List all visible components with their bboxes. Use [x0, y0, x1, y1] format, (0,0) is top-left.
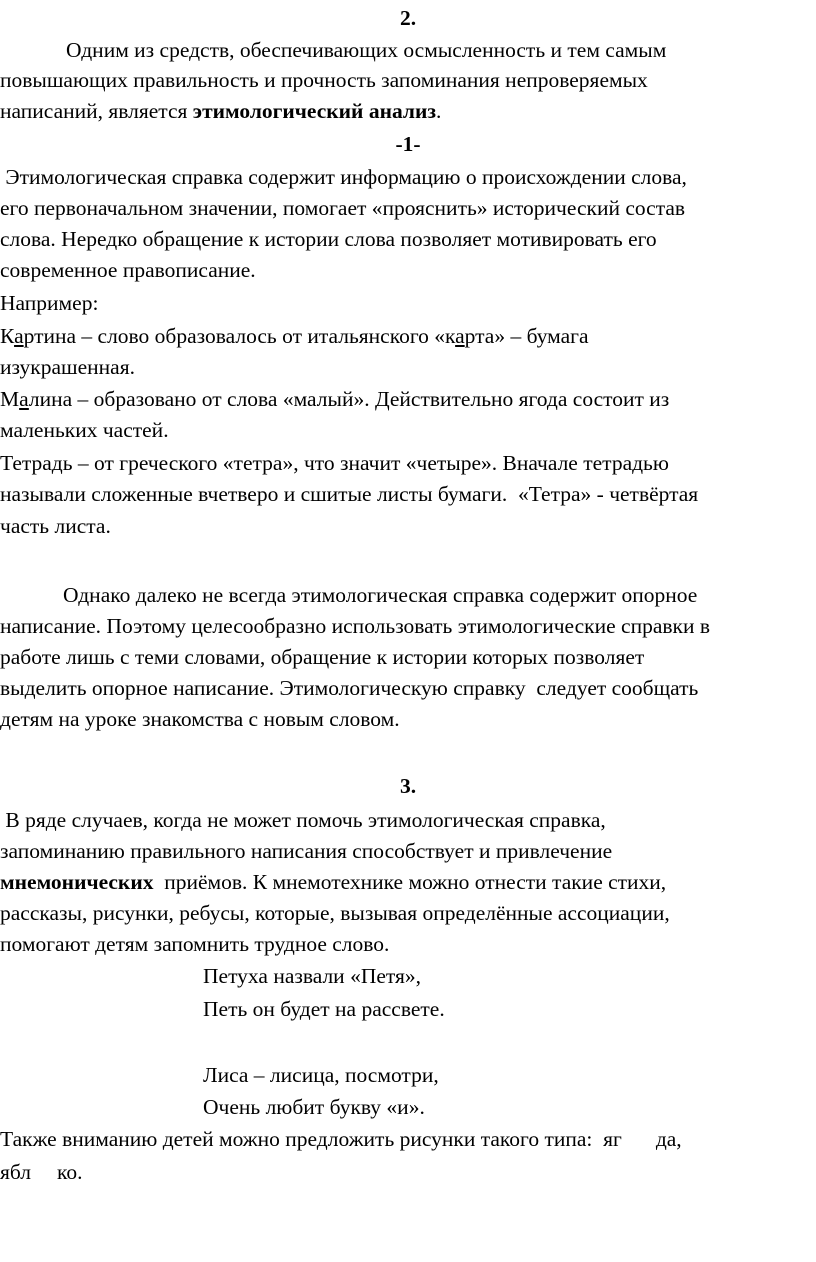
poem-2-line-2: Очень любит букву «и».: [203, 1095, 425, 1119]
pictures-line-1: Также вниманию детей можно предложить рисунки такого типа: яг да,: [0, 1127, 682, 1151]
however-line-4: выделить опорное написание. Этимологическую справку следует сообщать: [0, 676, 699, 700]
etymological-analysis-term: этимологический анализ: [192, 99, 436, 123]
mnemonic-line-4: рассказы, рисунки, ребусы, которые, вызывая определённые ассоциации,: [0, 901, 670, 925]
example-kartina-line-2: изукрашенная.: [0, 355, 135, 379]
mnemonic-line-5: помогают детям запомнить трудное слово.: [0, 932, 390, 956]
example-malina-line-2: маленьких частей.: [0, 418, 169, 442]
intro-line-1: Одним из средств, обеспечивающих осмысленность и тем самым: [66, 38, 667, 62]
example-label: Например:: [0, 291, 99, 315]
subheading-1: -1-: [395, 132, 421, 156]
intro-line-2: повышающих правильность и прочность запоминания непроверяемых: [0, 68, 648, 92]
however-line-5: детям на уроке знакомства с новым словом.: [0, 707, 400, 731]
poem-1-line-1: Петуха назвали «Петя»,: [203, 964, 422, 988]
poem-2-line-1: Лиса – лисица, посмотри,: [203, 1063, 439, 1087]
however-line-1: Однако далеко не всегда этимологическая справка содержит опорное: [63, 583, 698, 607]
however-line-3: работе лишь с теми словами, обращение к истории которых позволяет: [0, 645, 645, 669]
example-tetrad-line-3: часть листа.: [0, 514, 111, 538]
mnemonic-line-3: мнемонических приёмов. К мнемотехнике можно отнести такие стихи,: [0, 870, 667, 894]
example-malina-line-1: Малина – образовано от слова «малый». Действительно ягода состоит из: [0, 387, 670, 411]
however-line-2: написание. Поэтому целесообразно использовать этимологические справки в: [0, 614, 711, 638]
etym-line-4: современное правописание.: [0, 258, 256, 282]
pictures-line-2: ябл ко.: [0, 1160, 83, 1184]
mnemonic-line-2: запоминанию правильного написания способствует и привлечение: [0, 839, 613, 863]
etym-line-3: слова. Нередко обращение к истории слова позволяет мотивировать его: [0, 227, 657, 251]
mnemonic-term: мнемонических: [0, 870, 154, 894]
example-tetrad-line-1: Тетрадь – от греческого «тетра», что значит «четыре». Вначале тетрадью: [0, 451, 669, 475]
section-3-number: 3.: [399, 774, 417, 798]
example-tetrad-line-2: называли сложенные вчетверо и сшитые листы бумаги. «Тетра» - четвёртая: [0, 482, 699, 506]
etym-line-1: Этимологическая справка содержит информацию о происхождении слова,: [0, 165, 687, 189]
example-kartina-line-1: Картина – слово образовалось от итальянского «карта» – бумага: [0, 324, 589, 348]
etym-line-2: его первоначальном значении, помогает «прояснить» исторический состав: [0, 196, 686, 220]
intro-line-3: написаний, является этимологический анализ.: [0, 99, 442, 123]
poem-1-line-2: Петь он будет на рассвете.: [203, 997, 445, 1021]
mnemonic-line-1: В ряде случаев, когда не может помочь этимологическая справка,: [0, 808, 606, 832]
section-2-number: 2.: [399, 6, 417, 30]
